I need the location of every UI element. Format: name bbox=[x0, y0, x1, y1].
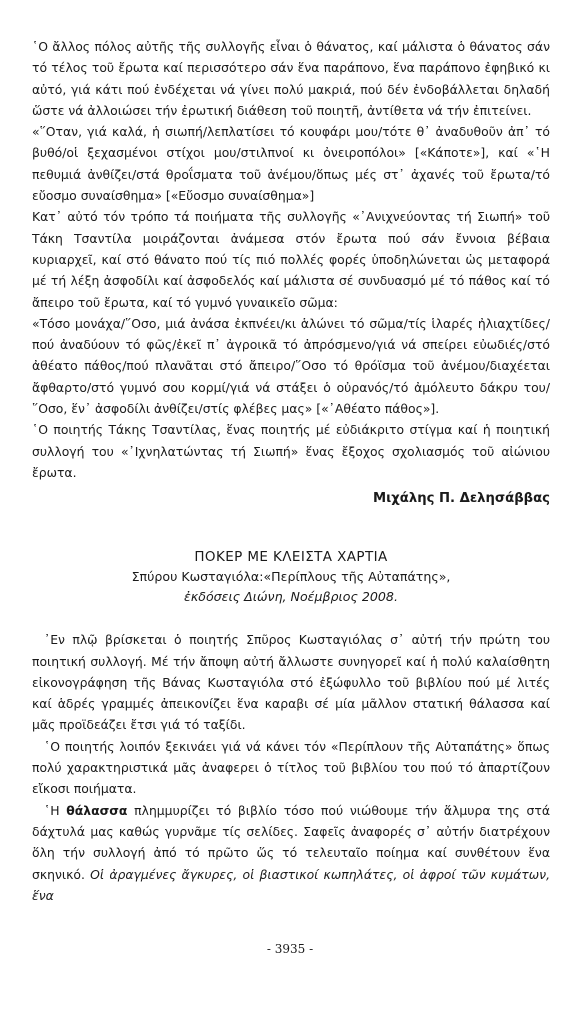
review2-subtitle: Σπύρου Κωσταγιόλα:«Περίπλους τῆς Αὐταπάτης», bbox=[131, 569, 451, 585]
review2-paragraph-3-lead: ῾Η bbox=[44, 802, 67, 818]
review1-paragraph-5: ῾Ο ποιητής Τάκης Τσαντίλας, ἕνας ποιητής μέ εὐδιάκριτο στίγμα καί ἡ ποιητική συλλογή του «᾿Ιχνηλατώντας τή Σιωπή» ἕνας ἔξοχος σχολιασμός τοῦ αἰώνιου ἔρωτα. bbox=[32, 422, 550, 480]
document-page bbox=[32, 36, 550, 906]
review2-paragraph-3-text: πλημμυρίζει τό βιβλίο τόσο πού νιώθουμε τήν ἅλμυρα της στά δάχτυλά μας καθώς γυρνᾶμε τίς σελίδες. Σαφεῖς ἀναφορές σ᾿ αὐτήν διατρέχουν ὅλη τήν συλλογή ἀπό τό πρῶτο ὥς τό τελευταῖο ποίημα καί συνθέτουν ἕνα σκηνικό. bbox=[32, 802, 550, 882]
review2-paragraph-1: ᾿Εν πλῷ βρίσκεται ὁ ποιητής Σπῦρος Κωσταγιόλας σ᾿ αὐτή τήν πρώτη του ποιητική συλλογή. Μέ τήν ἄποψη αὐτή ἄλλωστε συνηγορεῖ καί ἡ πολύ καλαίσθητη εἰκονογράφηση τῆς Βάνας Κωσταγιόλα στό ἐξώφυλλο τοῦ βιβλίου πού μέ λιτές καί ἁδρές γραμμές ἀπεικονίζει ἕνα καραβι σέ μία μᾶλλον στατική θάλασσα καί μᾶς προϊδεάζει ἔτσι γιά τό ταξίδι. bbox=[32, 632, 550, 733]
review2-heading bbox=[32, 547, 550, 607]
review1-paragraph-3: Κατ᾿ αὐτό τόν τρόπο τά ποιήματα τῆς συλλογῆς «᾿Ανιχνεύοντας τή Σιωπή» τοῦ Τάκη Τσαντίλα μοιράζονται ἀνάμεσα στόν ἔρωτα πού σάν ἔννοια βέβαια κυριαρχεῖ, καί στό θάνατο πού τίς πιό πολλές φορές ὑποδηλώνεται ὡς μεταφορά μέ τή λέξη ἀσφοδίλι καί ἀσφοδελός καί μάλιστα σέ συνδυασμό μέ τό πάθος καί τό ἄπειρο τοῦ ἔρωτα, καί τό γυμνό γυναικεῖο σῶμα: bbox=[32, 209, 550, 310]
review2-edition: ἐκδόσεις Διώνη, Νοέμβριος 2008. bbox=[184, 589, 398, 605]
page-number: - 3935 - bbox=[266, 942, 314, 956]
review2-body bbox=[32, 629, 550, 906]
review1-paragraph-4: «Τόσο μονάχα/῞Οσο, μιά ἀνάσα ἐκπνέει/κι ἁλώνει τό σῶμα/τίς ἱλαρές ἠλιαχτίδες/πού ἀναδύουν τό φῶς/ἐκεῖ π᾿ ἀγροικᾶ τό ἀπρόσμενο/γιά νά σπείρει εὐωδιές/στό ἀθέατο πάθος/πού πλανᾶται στό ἄπειρο/῞Οσο τό θρόϊσμα τοῦ ἀνέμου/διαχέεται ἄφθαρτο/στό γυμνό σου κορμί/γιά νά στάξει ὁ οὐρανός/τό ἀμόλευτο δάκρυ του/῞Οσο, ἕν᾿ ἀσφοδίλι ἀνθίζει/στίς φλέβες μας» [«᾿Αθέατο πάθος»]. bbox=[32, 315, 550, 417]
review1-paragraph-2: «῞Οταν, γιά καλά, ἡ σιωπή/λεπλατίσει τό κουφάρι μου/τότε θ᾿ ἀναδυθοῦν ἀπ᾿ τό βυθό/οἱ ξεχασμένοι στίχοι μου/στιλπνοί κι ὀνειροπόλοι» [«Κάποτε»], καί «῾Η πεθυμιά ἀνθίζει/στά θροΐσματα τοῦ ἀνέμου/ὅπως μές στ᾿ ἀχανές τοῦ ἔρωτα/τό εὔοσμο συναίσθημα» [«Εὔοσμο συναίσθημα»] bbox=[32, 124, 550, 204]
review2-paragraph-3 bbox=[32, 800, 550, 906]
review1-paragraph-1: ῾Ο ἄλλος πόλος αὐτῆς τῆς συλλογῆς εἶναι ὁ θάνατος, καί μάλιστα ὁ θάνατος σάν τό τέλος τοῦ ἔρωτα καί περισσότερο σάν ἕνα παράπονο, ἕνα παράπονο ἐφηβικό κι αὐτό, γιά κάτι πού ἐνδέχεται νά γίνει πολύ μακριά, πού δέν ἐνδοβάλλεται δηλαδή ὥστε νά ἀλλοιώσει τήν ἐρωτική διάθεση τοῦ ποιητῆ, ἀντίθετα νά τήν ἐπιτείνει. bbox=[32, 39, 550, 118]
review2-paragraph-3-bold: θάλασσα bbox=[66, 802, 128, 818]
review1-signature: Μιχάλης Π. Δελησάββας bbox=[373, 491, 550, 507]
review2-paragraph-2: ῾Ο ποιητής λοιπόν ξεκινάει γιά νά κάνει τόν «Περίπλουν τῆς Αὐταπάτης» ὅπως πολύ χαρακτηριστικά μᾶς ἀναφερει ὁ τίτλος τοῦ βιβλίου του πού τό ἀπαρτίζουν εἴκοσι ποιήματα. bbox=[32, 738, 550, 797]
review2-paragraph-3-italic: Οἱ ἀραγμένες ἄγκυρες, οἱ βιαστικοί κωπηλάτες, οἱ ἀφροί τῶν κυμάτων, ἕνα bbox=[32, 866, 551, 903]
review2-title: ΠΟΚΕΡ ΜΕ ΚΛΕΙΣΤΑ ΧΑΡΤΙΑ bbox=[194, 549, 388, 566]
